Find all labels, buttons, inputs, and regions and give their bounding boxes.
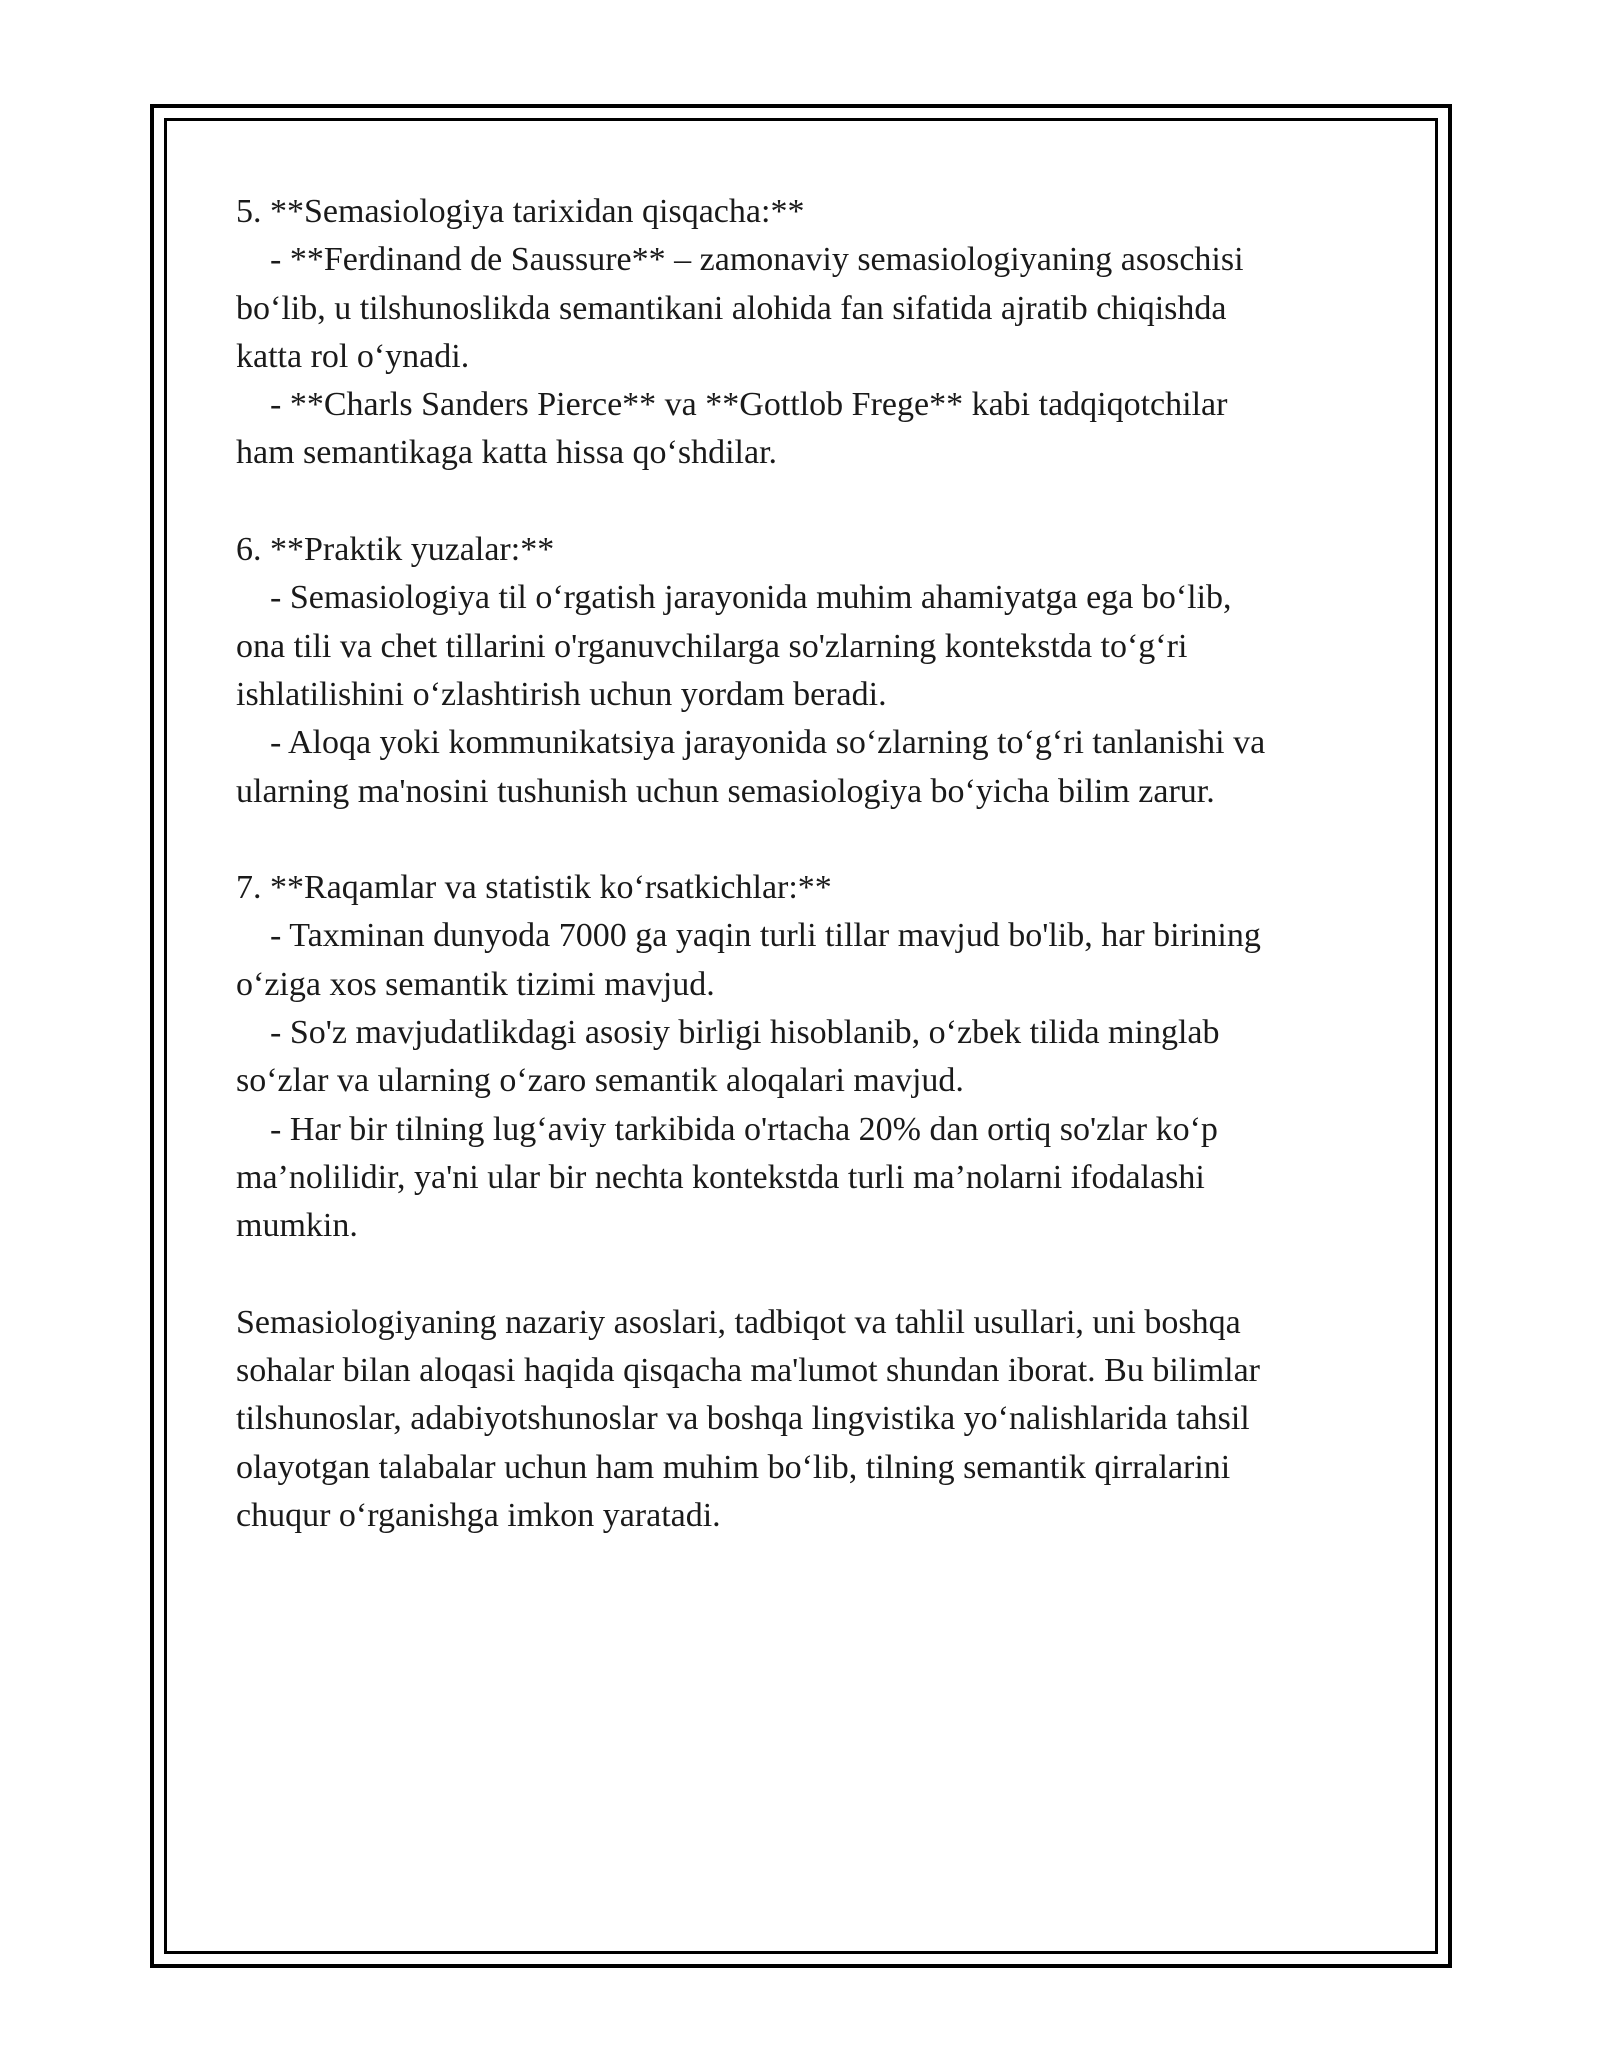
section-heading: 6. **Praktik yuzalar:** <box>236 531 555 569</box>
paragraph-gap <box>236 478 1366 526</box>
section-statistics <box>236 864 1366 1250</box>
section-conclusion <box>236 1299 1366 1540</box>
text-line: - Aloqa yoki kommunikatsiya jarayonida so‘zlarning to‘g‘ri tanlanishi va <box>236 724 1266 762</box>
text-line: - Taxminan dunyoda 7000 ga yaqin turli tillar mavjud bo'lib, har birining <box>236 917 1261 955</box>
text-line: ham semantikaga katta hissa qo‘shdilar. <box>236 434 778 472</box>
text-line: sohalar bilan aloqasi haqida qisqacha ma'lumot shundan iborat. Bu bilimlar <box>236 1352 1261 1390</box>
document-body <box>236 188 1366 1540</box>
section-heading: 7. **Raqamlar va statistik ko‘rsatkichlar:** <box>236 869 832 907</box>
text-line: olayotgan talabalar uchun ham muhim bo‘lib, tilning semantik qirralarini <box>236 1448 1231 1486</box>
text-line: o‘ziga xos semantik tizimi mavjud. <box>236 965 715 1003</box>
text-line: tilshunoslar, adabiyotshunoslar va boshqa lingvistika yo‘nalishlarida tahsil <box>236 1400 1250 1438</box>
paragraph-gap <box>236 816 1366 864</box>
section-practical <box>236 526 1366 816</box>
text-line: - Har bir tilning lug‘aviy tarkibida o'rtacha 20% dan ortiq so'zlar ko‘p <box>236 1110 1218 1148</box>
text-line: chuqur o‘rganishga imkon yaratadi. <box>236 1497 721 1535</box>
text-line: ishlatilishini o‘zlashtirish uchun yordam beradi. <box>236 675 887 713</box>
paragraph-gap <box>236 1251 1366 1299</box>
text-line: - **Charls Sanders Pierce** va **Gottlob Frege** kabi tadqiqotchilar <box>236 386 1228 424</box>
text-line: ona tili va chet tillarini o'rganuvchilarga so'zlarning kontekstda to‘g‘ri <box>236 627 1188 665</box>
text-line: mumkin. <box>236 1207 358 1245</box>
text-line: so‘zlar va ularning o‘zaro semantik aloqalari mavjud. <box>236 1062 964 1100</box>
text-line: ma’nolilidir, ya'ni ular bir nechta kontekstda turli ma’nolarni ifodalashi <box>236 1158 1205 1196</box>
text-line: - Semasiologiya til o‘rgatish jarayonida muhim ahamiyatga ega bo‘lib, <box>236 579 1232 617</box>
section-history <box>236 188 1366 478</box>
text-line: ularning ma'nosini tushunish uchun semasiologiya bo‘yicha bilim zarur. <box>236 772 1215 810</box>
section-heading: 5. **Semasiologiya tarixidan qisqacha:** <box>236 193 805 230</box>
text-line: Semasiologiyaning nazariy asoslari, tadbiqot va tahlil usullari, uni boshqa <box>236 1303 1241 1341</box>
text-line: katta rol o‘ynadi. <box>236 337 470 375</box>
text-line: bo‘lib, u tilshunoslikda semantikani alohida fan sifatida ajratib chiqishda <box>236 289 1227 327</box>
text-line: - **Ferdinand de Saussure** – zamonaviy semasiologiyaning asoschisi <box>236 241 1244 279</box>
text-line: - So'z mavjudatlikdagi asosiy birligi hisoblanib, o‘zbek tilida minglab <box>236 1014 1220 1052</box>
